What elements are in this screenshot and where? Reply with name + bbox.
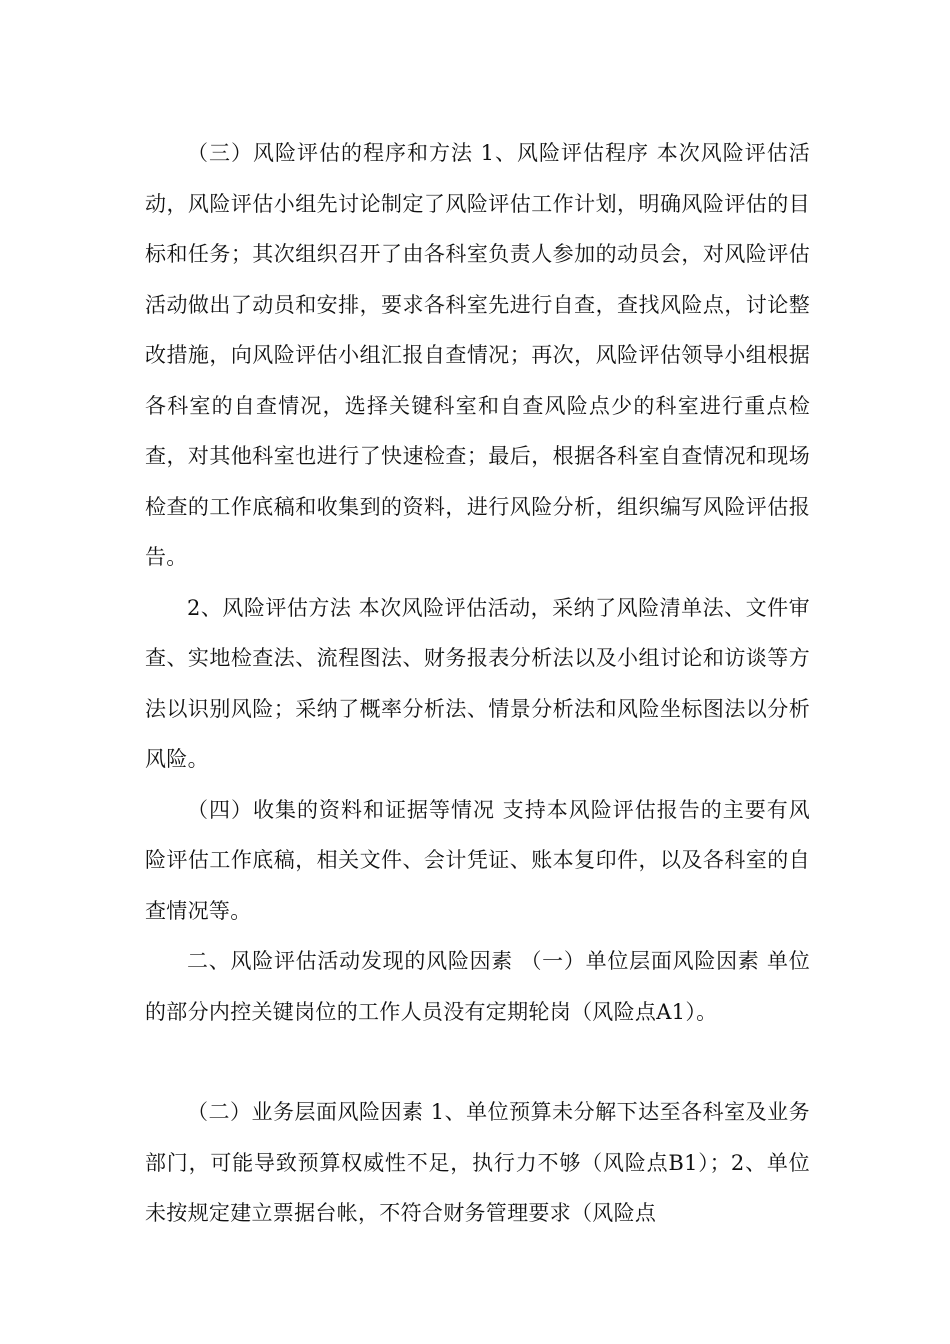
paragraph-risk-assessment-procedure: （三）风险评估的程序和方法 1、风险评估程序 本次风险评估活动，风险评估小组先讨论制定了风险评估工作计划，明确风险评估的目标和任务；其次组织召开了由各科室负责人参加的动员会，对风险评估活动做出了动员和安排，要求各科室先进行自查，查找风险点，讨论整改措施，向风险评估小组汇报自查情况；再次，风险评估领导小组根据各科室的自查情况，选择关键科室和自查风险点少的科室进行重点检查，对其他科室也进行了快速检查；最后，根据各科室自查情况和现场检查的工作底稿和收集到的资料，进行风险分析，组织编写风险评估报告。: [145, 141, 810, 569]
document-body: [145, 128, 810, 1239]
paragraph-collected-evidence: （四）收集的资料和证据等情况 支持本风险评估报告的主要有风险评估工作底稿，相关文件、会计凭证、账本复印件，以及各科室的自查情况等。: [145, 797, 810, 923]
paragraph-risk-assessment-method: 2、风险评估方法 本次风险评估活动，采纳了风险清单法、文件审查、实地检查法、流程图法、财务报表分析法以及小组讨论和访谈等方法以识别风险；采纳了概率分析法、情景分析法和风险坐标图法以分析风险。: [145, 595, 810, 771]
paragraph-unit-level-risk: 二、风险评估活动发现的风险因素 （一）单位层面风险因素 单位的部分内控关键岗位的工作人员没有定期轮岗（风险点A1）。: [145, 949, 810, 1024]
paragraph-gap: [145, 1037, 810, 1087]
paragraph-business-level-risk: （二）业务层面风险因素 1、单位预算未分解下达至各科室及业务部门，可能导致预算权威性不足，执行力不够（风险点B1）；2、单位未按规定建立票据台帐，不符合财务管理要求（风险点: [145, 1100, 810, 1225]
